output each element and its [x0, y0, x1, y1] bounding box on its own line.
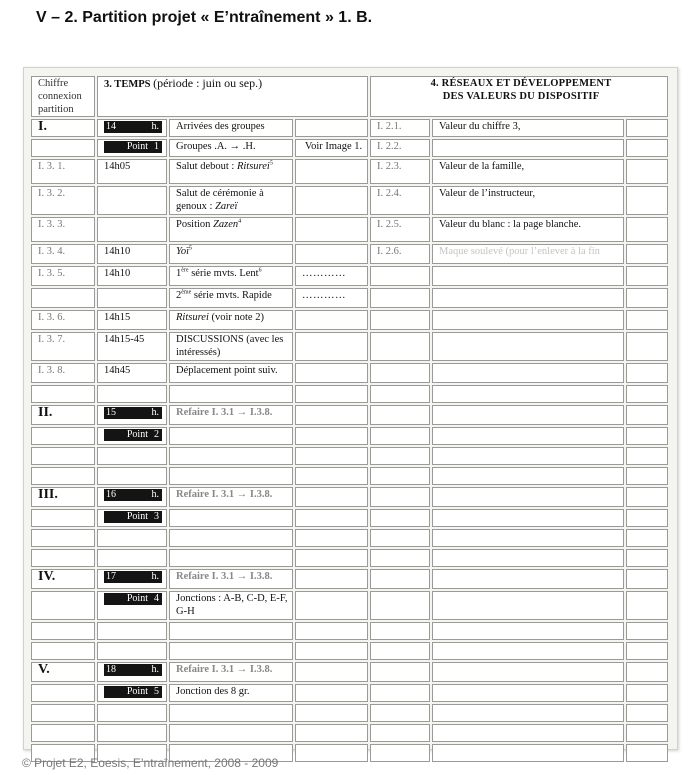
- header-temps-title: 3. TEMPS: [104, 79, 151, 90]
- point-block: [104, 686, 162, 698]
- point-block-cell: [97, 427, 167, 445]
- row-label: V.: [31, 662, 95, 682]
- header-temps: [97, 76, 368, 117]
- action-cell: Position Zazen$^4$: [169, 217, 293, 242]
- action-cell: Déplacement point suiv.: [169, 363, 293, 383]
- hour-block: [104, 571, 162, 583]
- row-label: I. 3. 8.: [31, 363, 95, 383]
- action-cell: Jonction des 8 gr.: [169, 684, 293, 702]
- hour-block-cell: [97, 662, 167, 682]
- hour-block: [104, 489, 162, 501]
- point-number: 1: [154, 141, 159, 152]
- hour-suffix: h.: [151, 571, 159, 582]
- table-row: [31, 310, 668, 330]
- ref-cell: I. 2.5.: [370, 217, 430, 242]
- time-cell: 14h05: [97, 159, 167, 184]
- section-row: [31, 662, 668, 682]
- note-cell: Voir Image 1.: [295, 139, 368, 157]
- footer-copyright: © Projet E2, Eoesis, E’ntraînement, 2008 - 2009: [22, 756, 279, 770]
- table-row: [31, 266, 668, 286]
- point-number: 4: [154, 593, 159, 604]
- hour-value: 16: [106, 489, 116, 500]
- hour-block-cell: [97, 569, 167, 589]
- ref-cell: I. 2.2.: [370, 139, 430, 157]
- partition-table-body: [31, 76, 668, 762]
- value-cell: Maque soulevé (pour l’enlever à la fin: [432, 244, 624, 264]
- time-cell: 14h15: [97, 310, 167, 330]
- section-point-row: [31, 427, 668, 445]
- point-block-cell: [97, 684, 167, 702]
- page-title: V – 2. Partition projet « E’ntraînement » 1. B.: [36, 9, 373, 26]
- hour-suffix: h.: [151, 121, 159, 132]
- table-row: [31, 217, 668, 242]
- section-row: [31, 569, 668, 589]
- table-row: [31, 549, 668, 567]
- action-cell: Yoï$^5$: [169, 244, 293, 264]
- point-number: 5: [154, 686, 159, 697]
- section-point-row: [31, 509, 668, 527]
- point-block-cell: [97, 591, 167, 620]
- row-label: I. 3. 2.: [31, 186, 95, 215]
- point-block: [104, 429, 162, 441]
- ref-cell: I. 2.1.: [370, 119, 430, 137]
- point-block: [104, 593, 162, 605]
- hour-value: 15: [106, 407, 116, 418]
- point-block: [104, 141, 162, 153]
- row-label: III.: [31, 487, 95, 507]
- table-row: [31, 529, 668, 547]
- point-number: 3: [154, 511, 159, 522]
- header-chiffre: Chiffre connexion partition: [31, 76, 95, 117]
- row-label: I. 3. 6.: [31, 310, 95, 330]
- table-row: [31, 288, 668, 308]
- partition-document: [23, 67, 678, 750]
- hour-block-cell: [97, 119, 167, 137]
- hour-suffix: h.: [151, 407, 159, 418]
- table-row: [31, 704, 668, 722]
- row-label: I. 3. 5.: [31, 266, 95, 286]
- row-label: I. 3. 1.: [31, 159, 95, 184]
- dots-cell: …………: [295, 266, 368, 286]
- hour-value: 17: [106, 571, 116, 582]
- time-cell: 14h10: [97, 266, 167, 286]
- header-reseaux-line2: DES VALEURS DU DISPOSITIF: [442, 91, 600, 102]
- hour-block: [104, 664, 162, 676]
- value-cell: Valeur du blanc : la page blanche.: [432, 217, 624, 242]
- point-label: Point: [126, 429, 148, 440]
- point-block-cell: [97, 139, 167, 157]
- section-point-row: [31, 684, 668, 702]
- table-row: [31, 332, 668, 361]
- action-cell: Arrivées des groupes: [169, 119, 293, 137]
- point-label: Point: [126, 511, 148, 522]
- table-row: [31, 724, 668, 742]
- hour-block-cell: [97, 405, 167, 425]
- row-label: IV.: [31, 569, 95, 589]
- table-row: [31, 447, 668, 465]
- row-label: I. 3. 3.: [31, 217, 95, 242]
- redo-cell: Refaire I. 3.1 → I.3.8.: [169, 569, 293, 589]
- hour-value: 14: [106, 121, 116, 132]
- table-row: [31, 119, 668, 137]
- section-point-row: [31, 591, 668, 620]
- header-reseaux: [370, 76, 668, 117]
- action-cell: [169, 509, 293, 527]
- action-cell: 2ème série mvts. Rapide: [169, 288, 293, 308]
- table-row: [31, 385, 668, 403]
- table-row: [31, 186, 668, 215]
- hour-suffix: h.: [151, 664, 159, 675]
- redo-cell: Refaire I. 3.1 → I.3.8.: [169, 662, 293, 682]
- point-block: [104, 511, 162, 523]
- point-label: Point: [126, 141, 148, 152]
- table-row: [31, 363, 668, 383]
- action-cell: Ritsurei (voir note 2): [169, 310, 293, 330]
- header-temps-sub: (période : juin ou sep.): [153, 76, 263, 90]
- value-cell: Valeur du chiffre 3,: [432, 119, 624, 137]
- table-row: [31, 622, 668, 640]
- ref-cell: I. 2.3.: [370, 159, 430, 184]
- partition-table: [29, 74, 670, 764]
- action-cell: [169, 427, 293, 445]
- hour-suffix: h.: [151, 489, 159, 500]
- header-reseaux-line1: 4. RÉSEAUX ET DÉVELOPPEMENT: [430, 78, 612, 89]
- table-row: [31, 159, 668, 184]
- row-label: I. 3. 4.: [31, 244, 95, 264]
- ref-cell: I. 2.4.: [370, 186, 430, 215]
- row-label: I.: [31, 119, 95, 137]
- table-row: [31, 139, 668, 157]
- action-cell: DISCUSSIONS (avec les intéressés): [169, 332, 293, 361]
- redo-cell: Refaire I. 3.1 → I.3.8.: [169, 487, 293, 507]
- row-label: I. 3. 7.: [31, 332, 95, 361]
- hour-value: 18: [106, 664, 116, 675]
- header-row: [31, 76, 668, 117]
- time-cell: 14h15-45: [97, 332, 167, 361]
- point-number: 2: [154, 429, 159, 440]
- section-row: [31, 405, 668, 425]
- hour-block: [104, 121, 162, 133]
- action-cell: Groupes .A. → .H.: [169, 139, 293, 157]
- section-row: [31, 487, 668, 507]
- action-cell: Jonctions : A-B, C-D, E-F, G-H: [169, 591, 293, 620]
- point-label: Point: [126, 686, 148, 697]
- action-cell: Salut de cérémonie à genoux : Zareï: [169, 186, 293, 215]
- table-row: [31, 642, 668, 660]
- point-block-cell: [97, 509, 167, 527]
- hour-block-cell: [97, 487, 167, 507]
- hour-block: [104, 407, 162, 419]
- time-cell: 14h45: [97, 363, 167, 383]
- table-row: [31, 244, 668, 264]
- dots-cell: …………: [295, 288, 368, 308]
- row-label: II.: [31, 405, 95, 425]
- action-cell: 1ère série mvts. Lent$^6$: [169, 266, 293, 286]
- action-cell: Salut debout : Ritsurei$^5$: [169, 159, 293, 184]
- value-cell: Valeur de la famille,: [432, 159, 624, 184]
- value-cell: Valeur de l’instructeur,: [432, 186, 624, 215]
- table-row: [31, 467, 668, 485]
- ref-cell: I. 2.6.: [370, 244, 430, 264]
- point-label: Point: [126, 593, 148, 604]
- redo-cell: Refaire I. 3.1 → I.3.8.: [169, 405, 293, 425]
- time-cell: 14h10: [97, 244, 167, 264]
